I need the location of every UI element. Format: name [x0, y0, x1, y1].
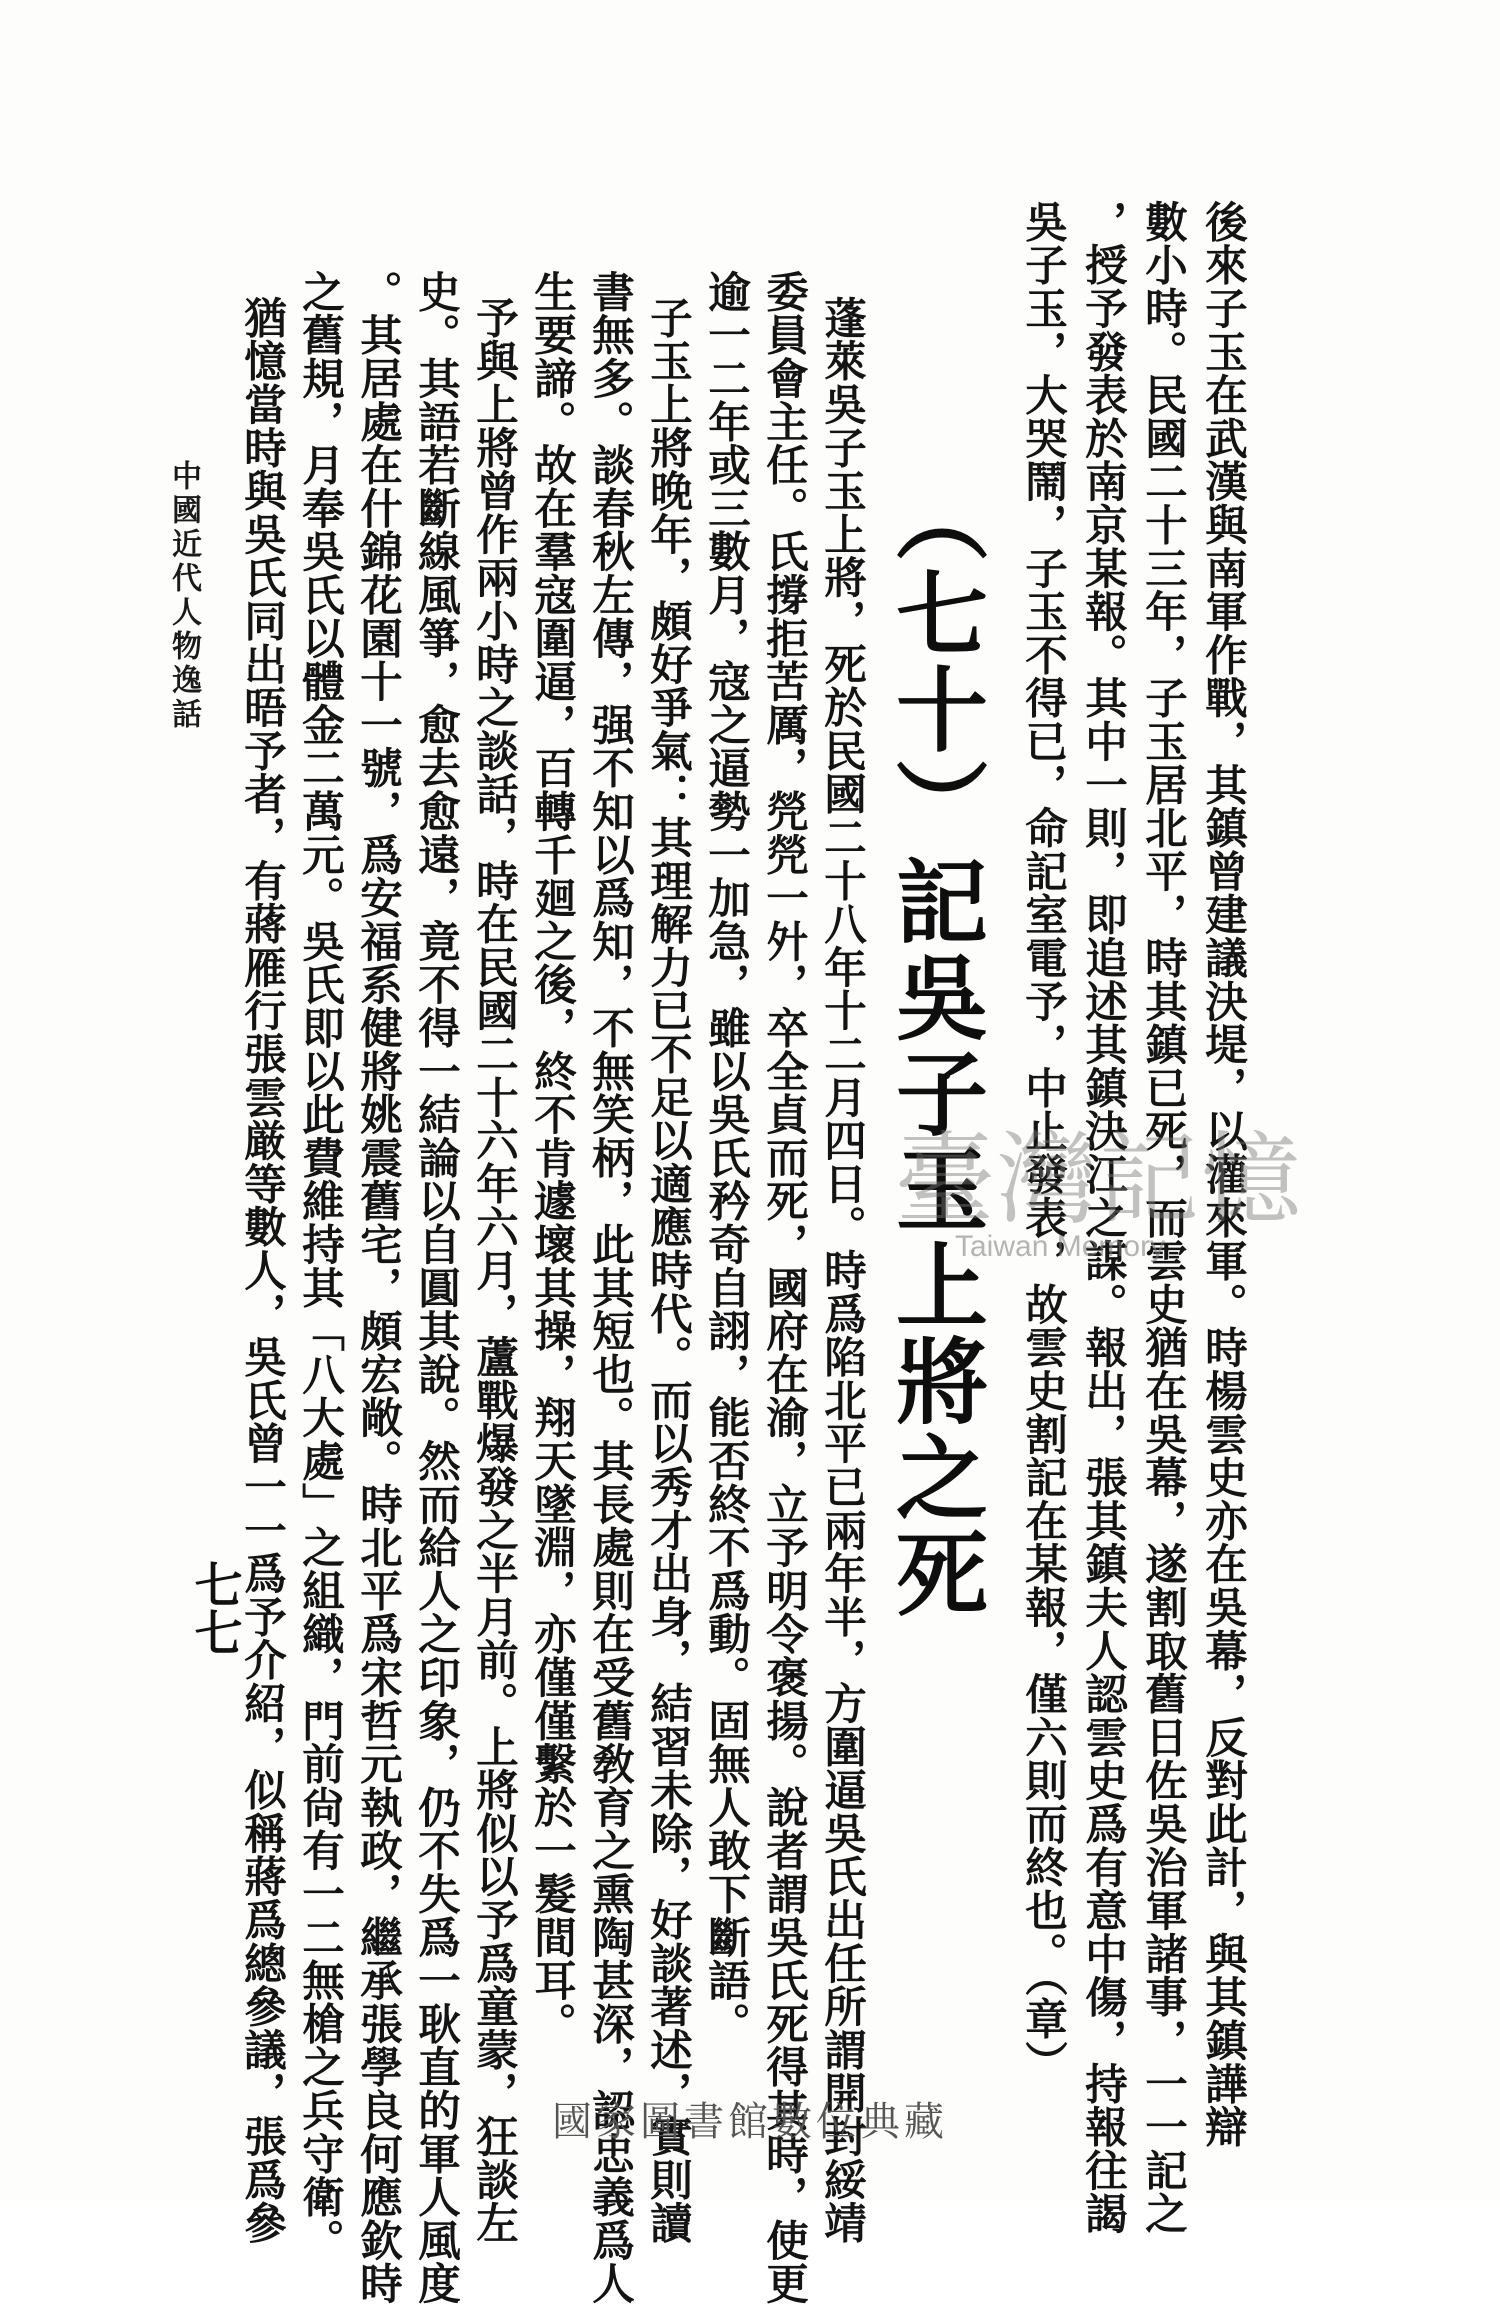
text-column: 吳子玉，大哭鬧，子玉不得已，命記室電予，中止發表，故雲史割記在某報，僅六則而終也。（章）: [1018, 200, 1068, 2084]
article-heading: （七十）記吳子玉上將之死: [881, 470, 989, 1622]
text-column: 後來子玉在武漢與南軍作戰，其鎮曾建議決堤，以灌來軍。時楊雲史亦在吳幕，反對此計，與其鎮譁辯: [1198, 200, 1248, 2149]
text-column: 。其居處在什錦花園十一號，爲安福系健將姚震舊宅，頗宏敞。時北平爲宋哲元執政，繼承張學良何應欽時: [353, 270, 403, 2305]
text-column: 子玉上將晚年，頗好爭氣：其理解力已不足以適應時代。而以秀才出身，結習未除，好談著述，實則讀: [643, 296, 693, 2245]
collection-footer: 國家圖書館數位典藏: [552, 2099, 948, 2145]
taiwan-memory-watermark: [895, 1120, 1303, 1290]
text-column: 委員會主任。氏撐拒苦厲，焭焭一㚈，卒全貞而死，國府在渝，立予明令褒揚。說者謂吳氏死得其時，使更: [759, 270, 809, 2305]
text-column: ，授予發表於南京某報。其中一則，即追述其鎮決江之謀。報出，張其鎮夫人認雲史爲有意中傷，持報往謁: [1078, 200, 1128, 2236]
text-column: 之舊規，月奉吳氏以體金二萬元。吳氏即以此費維持其「八大處」之組織，門前尙有一二無槍之兵守衛。: [295, 270, 345, 2262]
text-column: 予與上將曾作兩小時之談話，時在民國二十六年六月，蘆戰爆發之半月前。上將似以予爲童蒙，狂談左: [469, 296, 519, 2245]
text-column: 數小時。民國二十三年，子玉居北平，時其鎮已死，而雲史猶在吳幕，遂割取舊日佐吳治軍諸事，一一記之: [1138, 200, 1188, 2236]
watermark-subtitle: Taiwan Memory: [955, 1230, 1166, 1263]
text-column: 史。其語若斷線風箏，愈去愈遠，竟不得一結論以自圓其說。然而給人之印象，仍不失爲一耿直的軍人風度: [411, 270, 461, 2305]
text-column: 逾一二年或三數月，寇之逼勢一加急，雖以吳氏矜奇自詡，能否終不爲動。固無人敢下斷語。: [701, 270, 751, 2046]
text-column: 猶憶當時與吳氏同出晤予者，有蔣雁行張雲厳等數人，吳氏曾一一爲予介紹，似稱蔣爲總參議，張爲參: [237, 296, 287, 2245]
running-head: 中國近代人物逸話: [166, 460, 201, 732]
page-number: 七七: [186, 1560, 242, 1656]
text-column: 生要諦。故在羣寇圍逼，百轉千廻之後，終不肯遽壞其操，翔天墜淵，亦僅僅繫於一髮間耳。: [527, 270, 577, 2046]
text-column: 蓬萊吳子玉上將，死於民國二十八年十二月四日。時爲陷北平已兩年半，方圍逼吳氏出任所謂開封綏靖: [817, 296, 867, 2245]
text-column: 書無多。談春秋左傳，强不知以爲知，不無笑柄，此其短也。其長處則在受舊敎育之熏陶甚深，認忠義爲人: [585, 270, 635, 2305]
watermark-logo-text: 臺灣記憶: [895, 1121, 1303, 1238]
